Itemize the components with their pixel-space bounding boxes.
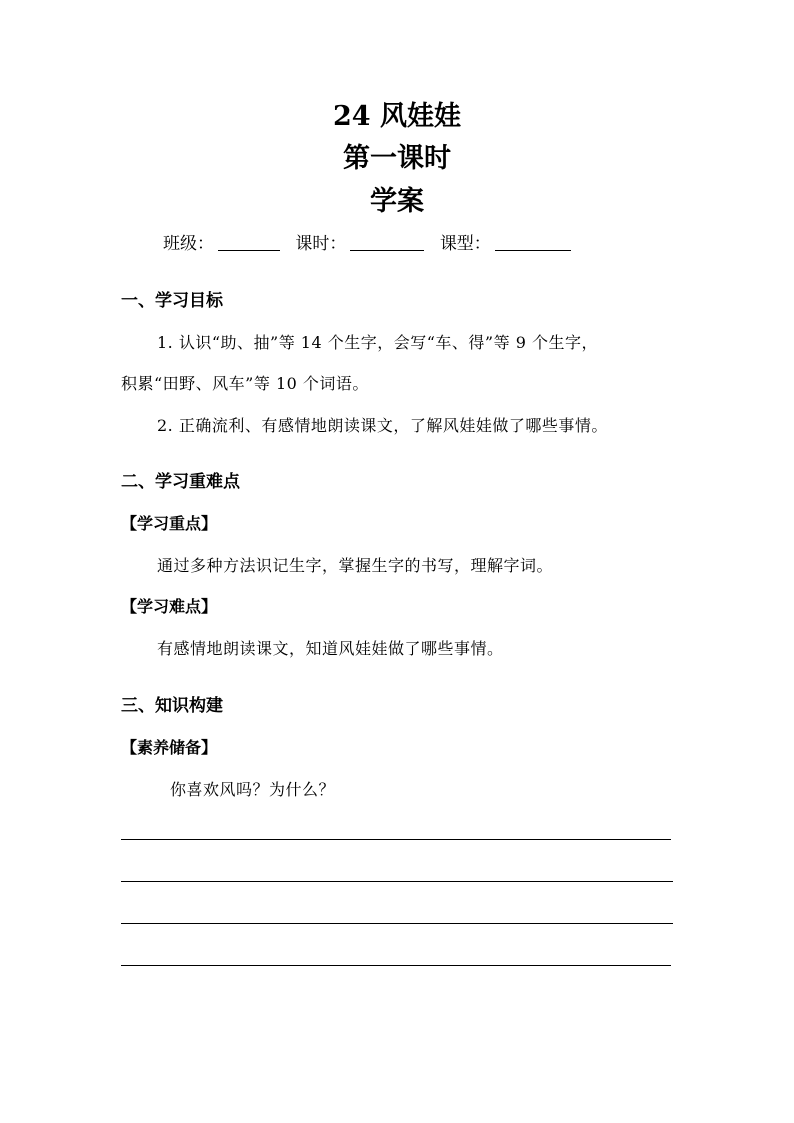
class-blank[interactable] — [218, 230, 280, 251]
prep-question: 你喜欢风吗？为什么？ — [170, 780, 336, 799]
section-heading-knowledge: 三、知识构建 — [121, 696, 223, 716]
prep-label: 【素养储备】 — [121, 738, 218, 757]
section-heading-key-points: 二、学习重难点 — [121, 472, 240, 492]
goal-item-2: 2. 正确流利、有感情地朗读课文，了解风娃娃做了哪些事情。 — [157, 416, 608, 435]
period-label: 课时： — [295, 234, 347, 254]
answer-line-1[interactable] — [121, 839, 671, 840]
goal-item-1-line-2: 积累“田野、风车”等 10 个词语。 — [121, 374, 369, 393]
class-label: 班级： — [163, 234, 214, 254]
info-row — [163, 230, 581, 257]
goal-item-1-line-1: 1. 认识“助、抽”等 14 个生字，会写“车、得”等 9 个生字， — [157, 333, 598, 352]
answer-line-2[interactable] — [121, 881, 673, 882]
document-type: 学案 — [370, 186, 424, 217]
type-label: 课型： — [439, 234, 491, 254]
section-heading-goals: 一、学习目标 — [121, 291, 223, 311]
period-blank[interactable] — [350, 230, 424, 251]
type-blank[interactable] — [495, 230, 571, 251]
lesson-title: 24 风娃娃 — [333, 101, 461, 132]
focus-label: 【学习重点】 — [121, 514, 218, 533]
answer-line-4[interactable] — [121, 965, 671, 966]
lesson-subtitle: 第一课时 — [343, 143, 451, 174]
answer-line-3[interactable] — [121, 923, 673, 924]
difficulty-text: 有感情地朗读课文，知道风娃娃做了哪些事情。 — [157, 639, 504, 658]
focus-text: 通过多种方法识记生字，掌握生字的书写，理解字词。 — [157, 556, 554, 575]
difficulty-label: 【学习难点】 — [121, 597, 218, 616]
